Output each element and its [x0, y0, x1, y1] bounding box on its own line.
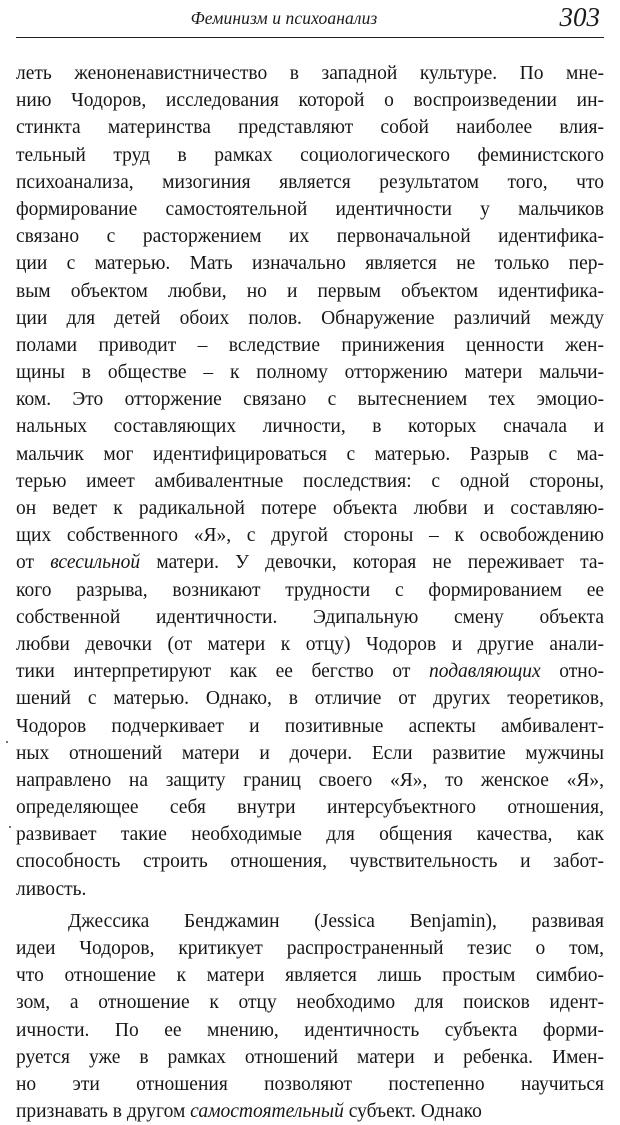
text-run: Джессика Бенджамин (Jessica Benjamin), развивая [68, 910, 604, 932]
text-run: собственной идентичности. Эдипальную смену объекта [16, 606, 604, 628]
text-line [16, 848, 604, 875]
text-run: ком. Это отторжение связано с вытеснением тех эмоцио- [16, 389, 604, 411]
text-line [16, 278, 604, 305]
text-line [16, 604, 604, 631]
text-run: кого разрыва, возникают трудности с формированием ее [16, 579, 604, 601]
text-run: определяющее себя внутри интерсубъектного отношения, [16, 797, 604, 819]
text-line [16, 305, 604, 332]
paragraph-2 [16, 908, 604, 1125]
text-line [16, 908, 604, 935]
text-line [16, 413, 604, 440]
header-rule [16, 37, 604, 38]
text-run: формирование самостоятельной идентичности у мальчиков [16, 198, 604, 220]
text-line [16, 713, 604, 740]
text-line [16, 332, 604, 359]
text-line [16, 1044, 604, 1071]
text-line [16, 740, 604, 767]
page-number: 303 [559, 2, 600, 32]
text-run: психоанализа, мизогиния является результатом того, что [16, 171, 604, 193]
text-line [16, 1071, 604, 1098]
text-run: идеи Чодоров, критикует распространенный тезис о том, [16, 938, 604, 959]
text-run: способность строить отношения, чувствительность и забот- [16, 851, 604, 873]
text-run: нальных составляющих личности, в которых сначала и [16, 416, 604, 438]
text-line [16, 685, 604, 712]
text-line [16, 549, 604, 576]
text-run: ичности. По ее мнению, идентичность субъекта форми- [16, 1019, 604, 1041]
text-run: зом, а отношение к отцу необходимо для поисков идент- [16, 992, 604, 1014]
text-run: ции для детей обоих полов. Обнаружение различий между [16, 307, 604, 329]
text-line [16, 631, 604, 658]
text-line [16, 495, 604, 522]
text-line [16, 577, 604, 604]
paragraph-1 [16, 60, 604, 903]
text-run: щины в обществе – к полному отторжению матери мальчи- [16, 362, 604, 384]
text-run: тики интерпретируют как ее бегство от [16, 661, 429, 683]
text-run: направлено на защиту границ своего «Я», то женское «Я», [16, 769, 604, 791]
text-run: что отношение к матери является лишь простым симбио- [16, 965, 604, 987]
text-line [16, 386, 604, 413]
text-run: шений с матерью. Однако, в отличие от других теоретиков, [16, 688, 604, 710]
text-line [16, 876, 604, 903]
page-header [16, 0, 604, 36]
text-run: ции с матерью. Мать изначально является не только пер- [16, 253, 604, 275]
text-line [16, 196, 604, 223]
text-run: но эти отношения позволяют постепенно научиться [16, 1073, 604, 1095]
text-line [16, 169, 604, 196]
body-text [16, 60, 604, 1125]
text-line [16, 223, 604, 250]
text-line [16, 522, 604, 549]
text-run: лeть женоненавистничество в западной культуре. По мне- [16, 63, 604, 84]
text-run: ных отношений матери и дочери. Если развитие мужчины [16, 742, 604, 764]
text-line [16, 962, 604, 989]
text-line [16, 794, 604, 821]
text-line [16, 1098, 604, 1125]
margin-speck [6, 741, 8, 743]
text-line [16, 114, 604, 141]
text-line [16, 250, 604, 277]
italic-emphasis: всесильной [50, 552, 141, 574]
text-line [16, 441, 604, 468]
margin-speck [9, 826, 11, 828]
text-run: связано с расторжением их первоначальной идентифика- [16, 226, 604, 248]
text-line [16, 87, 604, 114]
text-run: субъект. Однако [343, 1101, 482, 1123]
running-title: Феминизм и психоанализ [190, 8, 378, 28]
text-line [16, 142, 604, 169]
text-line [16, 989, 604, 1016]
text-run: Чодоров подчеркивает и позитивные аспекты амбивалент- [16, 715, 604, 737]
text-line [16, 935, 604, 962]
text-run: ливость. [16, 878, 87, 900]
text-run: признавать в другом [16, 1101, 191, 1123]
text-run: матери. У девочки, которая не переживает та- [140, 552, 604, 574]
text-line [16, 767, 604, 794]
text-line [16, 359, 604, 386]
text-run: стинкта материнства представляют собой наиболее влия- [16, 117, 604, 139]
italic-emphasis: самостоятельный [190, 1101, 344, 1123]
text-line [16, 658, 604, 685]
text-line [16, 468, 604, 495]
text-run: мальчик мог идентифицироваться с матерью. Разрыв с ма- [16, 443, 604, 465]
text-line [16, 821, 604, 848]
text-run: тельный труд в рамках социологического феминистского [16, 144, 604, 166]
text-run: развивает такие необходимые для общения качества, как [16, 824, 604, 846]
text-run: вым объектом любви, но и первым объектом идентифика- [16, 280, 604, 302]
text-run: полами приводит – вследствие принижения ценности жен- [16, 334, 604, 356]
text-run: нию Чодоров, исследования которой о воспроизведении ин- [16, 90, 604, 112]
italic-emphasis: подавляющих [428, 661, 541, 683]
text-line [16, 1017, 604, 1044]
text-line [16, 60, 604, 87]
text-run: любви девочки (от матери к отцу) Чодоров и другие анали- [16, 633, 604, 655]
text-run: он ведет к радикальной потере объекта любви и составляю- [16, 498, 604, 519]
text-run: отно- [540, 661, 604, 683]
text-run: руется уже в рамках отношений матери и ребенка. Имен- [16, 1046, 604, 1068]
text-run: от [16, 552, 51, 574]
text-run: щих собственного «Я», с другой стороны – к освобождению [16, 525, 604, 547]
text-run: терью имеет амбивалентные последствия: с одной стороны, [16, 470, 604, 492]
